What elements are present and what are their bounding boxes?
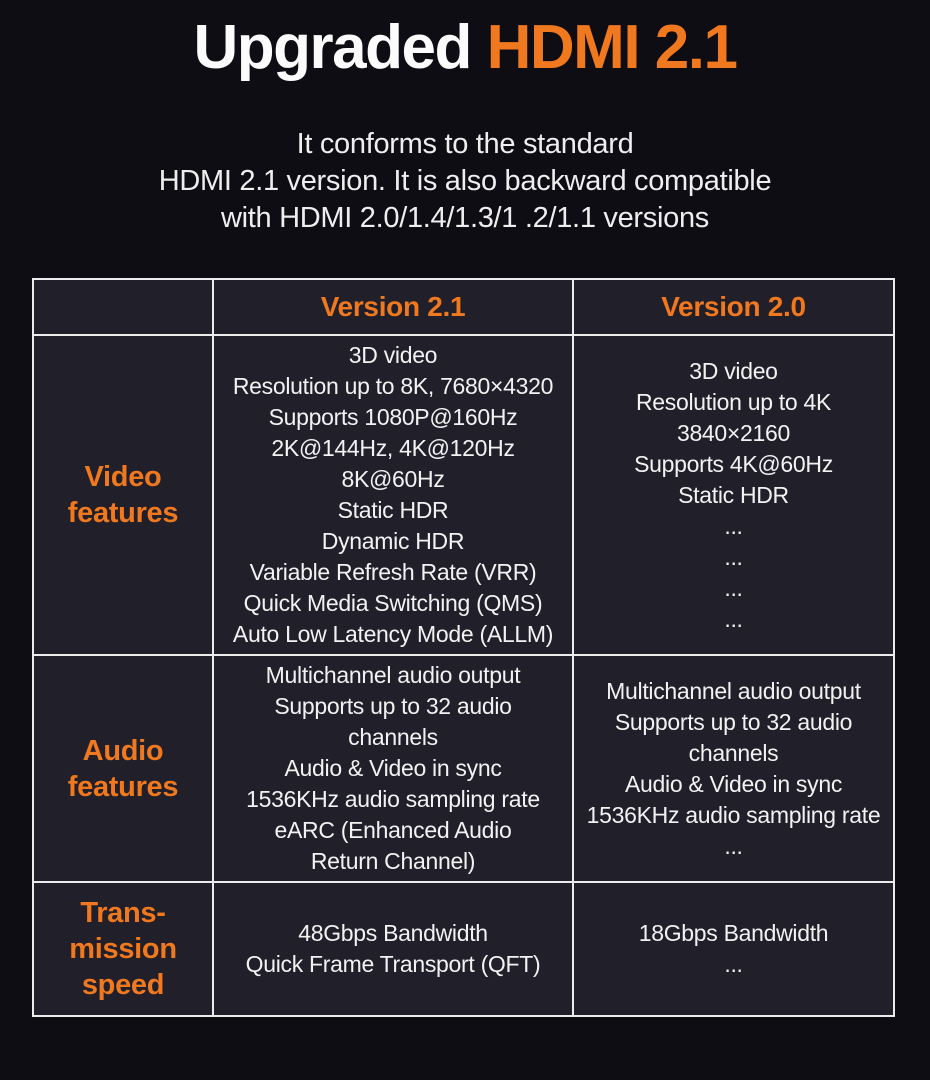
row-label-line: Trans-: [80, 897, 166, 929]
cell-line: Supports 4K@60Hz: [634, 450, 833, 477]
comparison-table: [32, 278, 895, 1017]
header-version-2-1: Version 2.1: [213, 279, 573, 335]
cell-line: ...: [724, 951, 743, 977]
cell-line: 3D video: [689, 357, 778, 384]
table-row-speed: [33, 882, 894, 1016]
table-row-video: [33, 335, 894, 655]
cell-version-2-1-video: [213, 335, 573, 655]
cell-version-2-1-speed: [213, 882, 573, 1016]
row-label-line: Video: [84, 461, 162, 493]
subtitle-line-1: It conforms to the standard: [296, 128, 634, 160]
cell-line: Quick Media Switching (QMS): [243, 590, 543, 616]
page-title: [0, 0, 930, 88]
cell-line: Auto Low Latency Mode (ALLM): [232, 621, 554, 647]
cell-line: ...: [724, 605, 743, 632]
cell-line: Variable Refresh Rate (VRR): [249, 559, 537, 585]
cell-line: Dynamic HDR: [321, 528, 465, 554]
row-label-line: features: [67, 497, 179, 529]
subtitle-line-3: with HDMI 2.0/1.4/1.3/1 .2/1.1 versions: [221, 202, 709, 234]
subtitle-line-2: HDMI 2.1 version. It is also backward compatible: [158, 165, 772, 197]
cell-line: Static HDR: [337, 497, 449, 523]
cell-line: Multichannel audio output: [265, 662, 521, 688]
row-label-line: mission: [69, 933, 177, 965]
row-label-audio: [33, 655, 213, 882]
row-label-speed: [33, 882, 213, 1016]
header-empty-cell: [33, 279, 213, 335]
cell-line: ...: [724, 512, 743, 539]
table-row-audio: [33, 655, 894, 882]
header-version-2-0: Version 2.0: [573, 279, 894, 335]
cell-line: ...: [724, 574, 743, 601]
subtitle: [0, 126, 930, 237]
row-label-line: Audio: [82, 734, 164, 767]
cell-line: Resolution up to 4K: [635, 388, 832, 415]
cell-line: 3D video: [348, 342, 438, 368]
cell-line: 18Gbps Bandwidth: [638, 920, 829, 946]
cell-version-2-0-audio: [573, 655, 894, 882]
cell-version-2-0-speed: [573, 882, 894, 1016]
cell-line: ...: [724, 543, 743, 570]
cell-line: Supports up to 32 audio: [274, 693, 512, 719]
table-header-row: [33, 279, 894, 335]
cell-line: eARC (Enhanced Audio: [274, 817, 512, 843]
cell-line: channels: [688, 739, 779, 766]
table-body: [33, 335, 894, 1016]
cell-line: ...: [724, 832, 743, 859]
cell-line: Multichannel audio output: [606, 677, 861, 704]
cell-line: Audio & Video in sync: [284, 755, 502, 781]
cell-line: Return Channel): [310, 848, 476, 874]
cell-line: 3840×2160: [676, 419, 791, 446]
cell-line: 48Gbps Bandwidth: [298, 920, 488, 946]
cell-line: Quick Frame Transport (QFT): [245, 951, 541, 977]
row-label-line: features: [67, 770, 179, 803]
cell-line: 1536KHz audio sampling rate: [586, 801, 881, 828]
cell-version-2-0-video: [573, 335, 894, 655]
cell-line: Resolution up to 8K, 7680×4320: [232, 373, 554, 399]
cell-line: Audio & Video in sync: [624, 770, 843, 797]
title-hdmi-2-1-text: HDMI 2.1: [486, 13, 737, 82]
cell-line: Supports 1080P@160Hz: [268, 404, 518, 430]
cell-version-2-1-audio: [213, 655, 573, 882]
row-label-video: [33, 335, 213, 655]
cell-line: Supports up to 32 audio: [614, 708, 853, 735]
cell-line: 2K@144Hz, 4K@120Hz: [271, 435, 515, 461]
cell-line: channels: [348, 724, 438, 750]
cell-line: Static HDR: [678, 481, 789, 508]
cell-line: 1536KHz audio sampling rate: [246, 786, 540, 812]
row-label-line: speed: [81, 969, 165, 1001]
title-upgraded-text: Upgraded: [193, 13, 487, 82]
cell-line: 8K@60Hz: [341, 466, 445, 492]
